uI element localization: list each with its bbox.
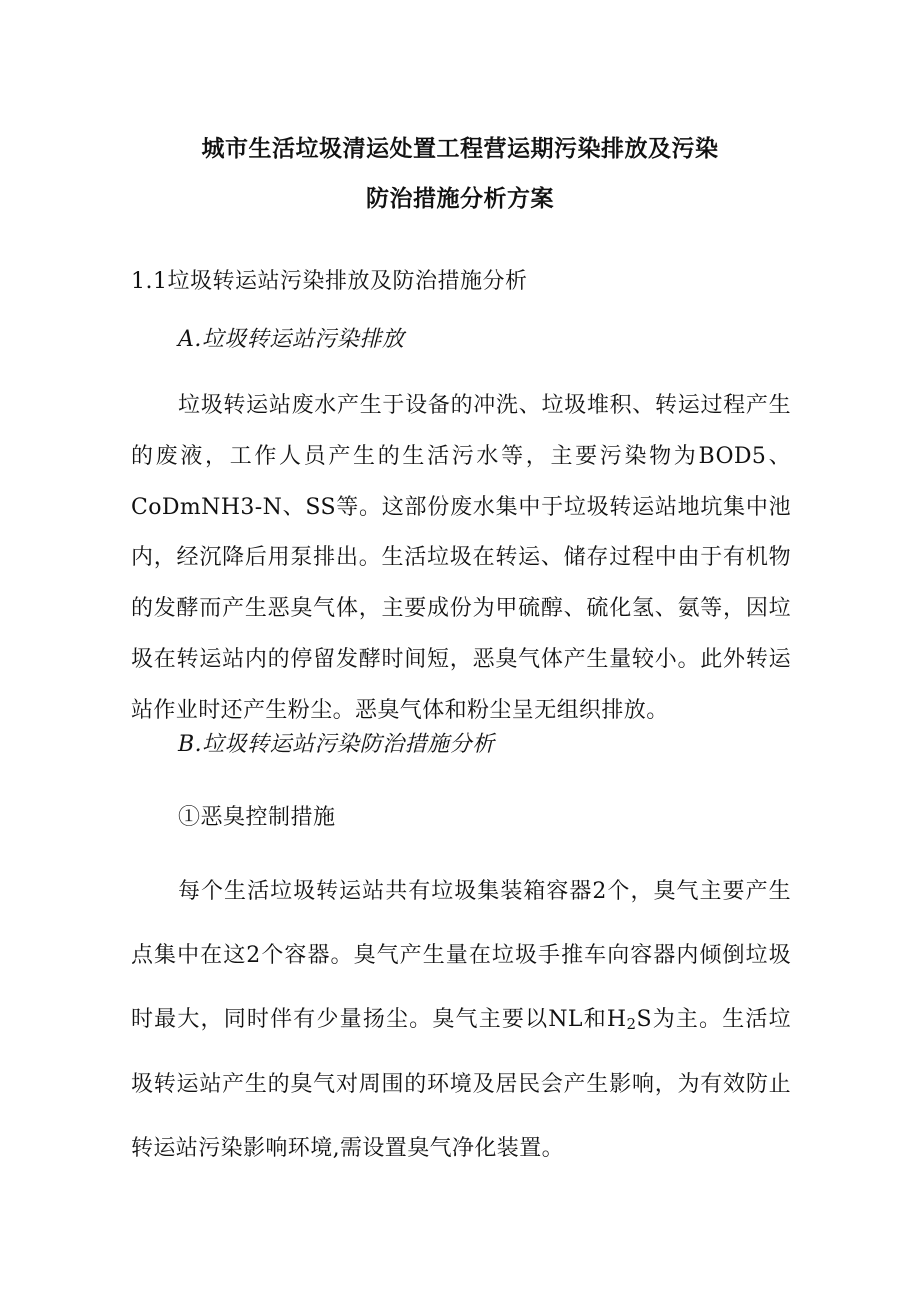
paragraph-pollution-discharge: 垃圾转运站废水产生于设备的冲洗、垃圾堆积、转运过程产生的废液，工作人员产生的生活污水等，主要污染物为BOD5、CoDmNH3-N、SS等。这部份废水集中于垃圾转运站地坑集中池内，经沉降后用泵排出。生活垃圾在转运、储存过程中由于有机物的发酵而产生恶臭气体，主要成份为甲硫醇、硫化氢、氨等，因垃圾在转运站内的停留发酵时间短，恶臭气体产生量较小。此外转运站作业时还产生粉尘。恶臭气体和粉尘呈无组织排放。 <box>131 393 791 723</box>
subsection-heading-b: B.垃圾转运站污染防治措施分析 <box>178 732 495 757</box>
subsection-heading-a: A.垃圾转运站污染排放 <box>178 327 405 352</box>
paragraph-odor-control <box>131 860 791 1181</box>
section-heading-1-1: 1.1垃圾转运站污染排放及防治措施分析 <box>131 269 528 294</box>
odor-control-heading: ①恶臭控制措施 <box>178 805 336 830</box>
document-title-line-2: 防治措施分析方案 <box>366 186 554 212</box>
document-title-line-1: 城市生活垃圾清运处置工程营运期污染排放及污染 <box>201 136 719 162</box>
paragraph-odor-control-part-1: 每个生活垃圾转运站共有垃圾集装箱容器2个，臭气主要产生点集中在这2个容器。臭气产生量在垃圾手推车向容器内倾倒垃圾时最大，同时伴有少量扬尘。臭气主要以NL和H <box>131 879 791 1033</box>
h2s-subscript: 2 <box>626 1015 637 1034</box>
paragraph-odor-control-part-2: S为主。生活垃圾转运站产生的臭气对周围的环境及居民会产生影响，为有效防止转运站污染影响环境,需设置臭气净化装置。 <box>131 1007 791 1161</box>
